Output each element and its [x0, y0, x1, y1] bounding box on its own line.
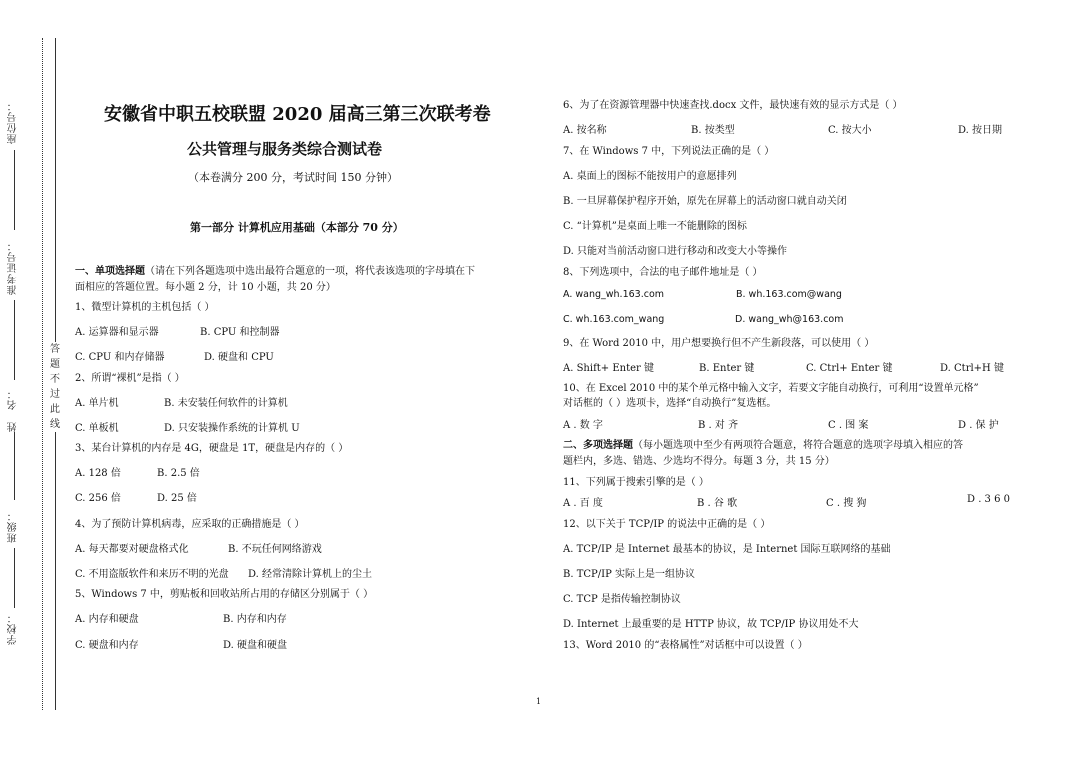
q8-option-a: A. wang_wh.163.com	[563, 289, 665, 300]
class-underline	[14, 548, 15, 608]
q5-option-b: B. 内存和内存	[223, 614, 287, 625]
q11-option-a: A . 百 度	[563, 498, 603, 509]
q10-option-b: B . 对 齐	[698, 420, 739, 431]
q5-option-c: C. 硬盘和内存	[75, 640, 139, 651]
q9-option-a: A. Shift+ Enter 键	[563, 363, 654, 374]
name-label: 姓 名：	[8, 388, 19, 432]
seat-underline	[14, 150, 15, 230]
exam-id-label: 准考证号：	[8, 240, 19, 295]
q4-option-a: A. 每天都要对硬盘格式化	[75, 544, 189, 555]
q2-option-d: D. 只安装操作系统的计算机 U	[164, 423, 300, 434]
q10-option-d: D . 保 护	[958, 420, 999, 431]
school-label: 学校：	[8, 612, 19, 645]
q8-stem: 8、下列选项中，合法的电子邮件地址是（ ）	[563, 267, 763, 278]
q3-option-c: C. 256 倍	[75, 493, 121, 504]
q7-option-d: D. 只能对当前活动窗口进行移动和改变大小等操作	[563, 246, 788, 257]
q6-stem: 6、为了在资源管理器中快速查找.docx 文件，最快速有效的显示方式是（ ）	[563, 100, 903, 111]
q12-option-d: D. Internet 上最重要的是 HTTP 协议，故 TCP/IP 协议用处不大	[563, 619, 859, 630]
q6-option-a: A. 按名称	[563, 125, 607, 136]
q12-option-a: A. TCP/IP 是 Internet 最基本的协议，是 Internet 国际互联网络的基础	[563, 544, 891, 555]
q2-stem: 2、所谓“裸机”是指（ ）	[75, 373, 185, 384]
seal-line-text: 答 题 不 过 此 线	[50, 344, 60, 430]
q7-stem: 7、在 Windows 7 中，下列说法正确的是（ ）	[563, 146, 775, 157]
exam-id-underline	[14, 300, 15, 380]
q4-option-c: C. 不用盗版软件和来历不明的光盘	[75, 569, 229, 580]
q8-option-c: C. wh.163.com_wang	[563, 314, 665, 325]
q8-option-b: B. wh.163.com@wang	[736, 289, 842, 300]
q3-option-a: A. 128 倍	[75, 468, 121, 479]
q12-stem: 12、以下关于 TCP/IP 的说法中正确的是（ ）	[563, 519, 771, 530]
q8-option-d: D. wang_wh@163.com	[735, 314, 844, 325]
q13-stem: 13、Word 2010 的“表格属性”对话框中可以设置（ ）	[563, 640, 808, 651]
exam-subtitle: 公共管理与服务类综合测试卷	[187, 140, 383, 158]
q12-option-c: C. TCP 是指传输控制协议	[563, 594, 681, 605]
q12-option-b: B. TCP/IP 实际上是一组协议	[563, 569, 695, 580]
q10-stem-line2: 对话框的（ ）选项卡，选择“自动换行”复选框。	[563, 398, 777, 409]
q3-option-b: B. 2.5 倍	[157, 468, 200, 479]
page-number: 1	[536, 697, 542, 706]
class-label: 班级：	[8, 510, 19, 543]
q1-option-a: A. 运算器和显示器	[75, 327, 159, 338]
q11-stem: 11、下列属于搜索引擎的是（ ）	[563, 477, 709, 488]
exam-note: （本卷满分 200 分，考试时间 150 分钟）	[188, 171, 398, 184]
q7-option-a: A. 桌面上的图标不能按用户的意愿排列	[563, 171, 737, 182]
q4-option-d: D. 经常清除计算机上的尘土	[248, 569, 373, 580]
q9-option-b: B. Enter 键	[699, 363, 755, 374]
q9-stem: 9、在 Word 2010 中，用户想要换行但不产生新段落，可以使用（ ）	[563, 338, 875, 349]
q10-option-c: C . 图 案	[828, 420, 869, 431]
q6-option-d: D. 按日期	[958, 125, 1003, 136]
q9-option-d: D. Ctrl+H 键	[940, 363, 1004, 374]
seat-label: 座位号：	[8, 100, 19, 144]
exam-title: 安徽省中职五校联盟 2020 届高三第三次联考卷	[104, 104, 491, 125]
q1-stem: 1、微型计算机的主机包括（ ）	[75, 302, 215, 313]
name-underline	[14, 432, 15, 500]
q2-option-b: B. 未安装任何软件的计算机	[164, 398, 288, 409]
q1-option-c: C. CPU 和内存储器	[75, 352, 165, 363]
q11-option-b: B . 谷 歌	[697, 498, 738, 509]
section2-desc: 题栏内，多选、错选、少选均不得分。每题 3 分，共 15 分）	[563, 456, 835, 467]
q2-option-a: A. 单片机	[75, 398, 119, 409]
binding-dotted-line	[42, 38, 43, 710]
section1-heading: 一、单项选择题（请在下列各题选项中选出最符合题意的一项，将代表该选项的字母填在下	[75, 266, 475, 277]
q5-stem: 5、Windows 7 中，剪贴板和回收站所占用的存储区分别属于（ ）	[75, 589, 374, 600]
q5-option-a: A. 内存和硬盘	[75, 614, 139, 625]
q5-option-d: D. 硬盘和硬盘	[223, 640, 288, 651]
q9-option-c: C. Ctrl+ Enter 键	[806, 363, 893, 374]
q10-stem-line1: 10、在 Excel 2010 中的某个单元格中输入文字，若要文字能自动换行，可利用“设置单元格”	[563, 383, 979, 394]
section1-desc: 面相应的答题位置。每小题 2 分，计 10 小题，共 20 分）	[75, 282, 336, 293]
q4-option-b: B. 不玩任何网络游戏	[228, 544, 322, 555]
q10-option-a: A . 数 字	[563, 420, 603, 431]
section2-heading: 二、多项选择题（每小题选项中至少有两项符合题意，将符合题意的选项字母填入相应的答	[563, 440, 963, 451]
q3-option-d: D. 25 倍	[157, 493, 197, 504]
q3-stem: 3、某台计算机的内存是 4G，硬盘是 1T，硬盘是内存的（ ）	[75, 443, 349, 454]
part-heading: 第一部分 计算机应用基础（本部分 70 分）	[190, 221, 404, 234]
q11-option-c: C . 搜 狗	[826, 498, 867, 509]
q7-option-c: C. “计算机”是桌面上唯一不能删除的图标	[563, 221, 747, 232]
q6-option-c: C. 按大小	[828, 125, 872, 136]
q2-option-c: C. 单板机	[75, 423, 119, 434]
q6-option-b: B. 按类型	[691, 125, 735, 136]
q4-stem: 4、为了预防计算机病毒，应采取的正确措施是（ ）	[75, 519, 305, 530]
q7-option-b: B. 一旦屏幕保护程序开始，原先在屏幕上的活动窗口就自动关闭	[563, 196, 847, 207]
q1-option-d: D. 硬盘和 CPU	[204, 352, 274, 363]
q11-option-d: D . 3 6 0	[967, 494, 1010, 505]
q1-option-b: B. CPU 和控制器	[200, 327, 280, 338]
